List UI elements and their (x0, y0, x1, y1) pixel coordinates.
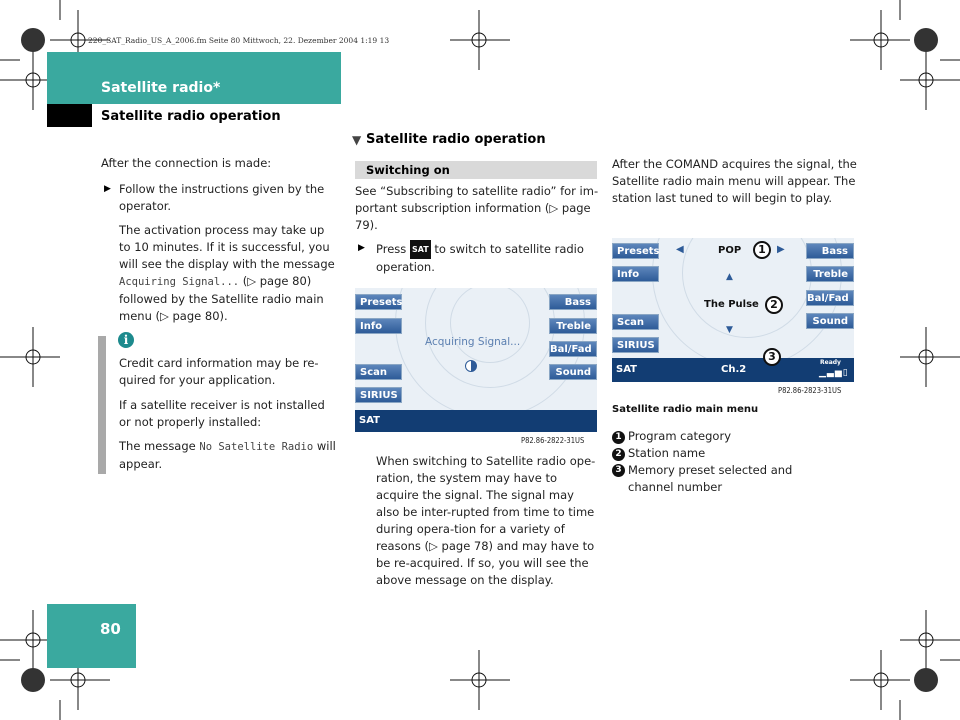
legend-item (612, 428, 852, 445)
section-title: Satellite radio* (101, 80, 221, 96)
legend-number: 2 (612, 448, 625, 461)
activation-text-tail: (▷ page 80) followed by the Satellite radio main menu (▷ page 80). (119, 274, 324, 323)
info-p3-pre: The message (119, 439, 196, 453)
legend-number: 3 (612, 464, 625, 477)
info-para-1: Credit card information may be re-quired for your application. (119, 356, 319, 387)
middle-body-text: When switching to Satellite radio ope-ration, the system may have to acquire the signal. The signal may also be inter-rupted from time to time during opera-tion for a variety of reasons (▷ page 78) and may have to be re-acquired. If so, you will see the above message on the display. (376, 454, 596, 587)
info-para-2: If a satellite receiver is not installed or not properly installed: (119, 398, 325, 429)
press-sat-text (355, 240, 599, 276)
legend-text: Program category (628, 429, 732, 443)
channel-number: Ch.2 (721, 364, 747, 375)
sirius-button[interactable]: SIRIUS (355, 387, 402, 403)
legend-item (612, 462, 852, 496)
category-left-arrow[interactable]: ◀ (676, 244, 684, 255)
press-post: to switch to satellite radio operation. (376, 242, 584, 274)
middle-heading: Satellite radio operation (366, 132, 546, 147)
sat-label: SAT (359, 415, 380, 426)
legend-number: 1 (612, 431, 625, 444)
callout-3: 3 (763, 348, 781, 366)
section-header-band (47, 52, 341, 104)
station-name: The Pulse (704, 299, 759, 310)
bullet-arrow-icon: ▶ (104, 184, 111, 194)
figure-code-right: P82.86-2823-31US (778, 386, 842, 395)
info-p3-post: will appear. (119, 439, 336, 471)
info-button[interactable]: Info (612, 266, 659, 282)
figure-caption: Satellite radio main menu (612, 404, 759, 415)
treble-button[interactable]: Treble (806, 266, 854, 282)
info-icon: i (118, 332, 134, 348)
treble-button[interactable]: Treble (549, 318, 597, 334)
legend-list (612, 428, 852, 496)
see-subscribing-text: See “Subscribing to satellite radio” for im-portant subscription information (▷ page 79). (355, 184, 599, 232)
subsection-title: Satellite radio operation (101, 109, 281, 124)
presets-button[interactable]: Presets (355, 294, 402, 310)
bass-button[interactable]: Bass (806, 243, 854, 259)
left-bullet-text: Follow the instructions given by the operator. (119, 182, 325, 213)
presets-button[interactable]: Presets (612, 243, 659, 259)
program-category: POP (718, 245, 742, 256)
station-down-arrow[interactable]: ▼ (726, 325, 733, 335)
info-button[interactable]: Info (355, 318, 402, 334)
page-number: 80 (100, 620, 121, 638)
legend-text: Memory preset selected and channel number (628, 463, 793, 494)
info-para-3 (119, 438, 341, 473)
acquiring-signal-screen (355, 288, 597, 432)
main-menu-screen (612, 238, 854, 382)
no-satellite-message: No Satellite Radio (199, 441, 314, 453)
right-intro: After the COMAND acquires the signal, the Satellite radio main menu will appear. The station last tuned to will begin to play. (612, 157, 857, 205)
sound-button[interactable]: Sound (806, 313, 854, 329)
sat-label: SAT (616, 364, 637, 375)
sound-button[interactable]: Sound (549, 364, 597, 380)
bass-button[interactable]: Bass (549, 294, 597, 310)
acquiring-signal-message: Acquiring Signal... (119, 276, 240, 288)
station-up-arrow[interactable]: ▲ (726, 272, 733, 282)
category-right-arrow[interactable]: ▶ (777, 244, 785, 255)
scan-button[interactable]: Scan (612, 314, 659, 330)
left-intro: After the connection is made: (101, 156, 272, 170)
callout-2: 2 (765, 296, 783, 314)
press-sat-block (355, 240, 599, 276)
page-number-band (47, 604, 136, 668)
left-activation-para (119, 222, 339, 325)
bal-fad-button[interactable]: Bal/Fad (806, 290, 854, 306)
legend-text: Station name (628, 446, 706, 460)
signal-progress-icon (465, 360, 477, 372)
switching-on-label: Switching on (366, 163, 450, 177)
bullet-arrow-icon: ▶ (358, 243, 365, 253)
sat-status-bar (612, 358, 854, 382)
press-pre: Press (376, 242, 407, 256)
heading-triangle-icon: ▼ (352, 133, 362, 147)
file-header: 220_SAT_Radio_US_A_2006.fm Seite 80 Mittwoch, 22. Dezember 2004 1:19 13 (88, 36, 390, 45)
figure-code-middle: P82.86-2822-31US (521, 436, 585, 445)
ready-label: Ready (820, 359, 841, 366)
sirius-button[interactable]: SIRIUS (612, 337, 659, 353)
info-box-bar (98, 336, 106, 474)
bal-fad-button[interactable]: Bal/Fad (549, 341, 597, 357)
left-bullet-block (101, 181, 337, 215)
acquiring-signal-label: Acquiring Signal... (425, 336, 521, 348)
sat-status-bar (355, 410, 597, 432)
section-header-tab (47, 104, 92, 127)
legend-item (612, 445, 852, 462)
scan-button[interactable]: Scan (355, 364, 402, 380)
sat-key-icon: SAT (410, 240, 431, 259)
activation-text: The activation process may take up to 10 minutes. If it is successful, you will see the display with the message (119, 223, 335, 271)
signal-strength-icon: ▁▃▅▯ (819, 368, 849, 378)
callout-1: 1 (753, 241, 771, 259)
